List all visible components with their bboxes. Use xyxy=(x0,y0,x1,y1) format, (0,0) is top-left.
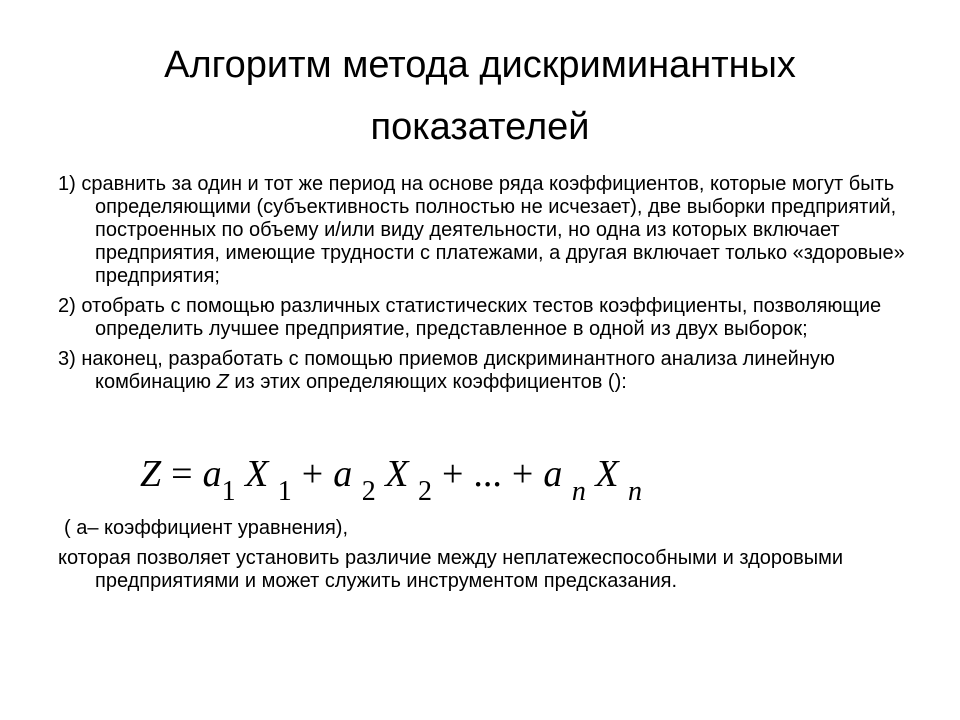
list-item-3 xyxy=(58,348,908,394)
formula-sub-1b: 1 xyxy=(277,476,292,507)
formula-an: a xyxy=(543,453,563,495)
formula-x1: X xyxy=(245,453,269,495)
formula-sub-1: 1 xyxy=(221,476,236,507)
discriminant-formula xyxy=(140,452,900,512)
formula-a1: a xyxy=(202,453,222,495)
formula-sub-n: n xyxy=(571,476,586,507)
formula-a2: a xyxy=(333,453,353,495)
body-text xyxy=(58,173,908,401)
list-item-3-text-after: из этих определяющих коэффициентов (): xyxy=(228,371,627,393)
formula-equals: = xyxy=(171,453,193,495)
formula-ellipsis: ... xyxy=(473,453,502,495)
slide-title xyxy=(60,34,900,158)
conclusion-text: которая позволяет установить различие между неплатежеспособными и здоровыми предприятиями и может служить инструментом предсказания. xyxy=(58,547,844,592)
formula-z: Z xyxy=(140,453,162,495)
list-item-1: 1) сравнить за один и тот же период на основе ряда коэффициентов, которые могут быть определяющими (субъективность полностью не исчезает), две выборки предприятий, построенных по объему и/или виду деятельности, но одна из которых включает предприятия, имеющие трудности с платежами, а другая включает только «здоровые» предприятия; xyxy=(58,173,905,287)
formula-plus-1: + xyxy=(301,453,324,495)
formula-xn: X xyxy=(595,453,619,495)
list-item-3-text-before: 3) наконец, разработать с помощью приемов дискриминантного анализа линейную комбинацию xyxy=(58,348,835,393)
list-item-2: 2) отобрать с помощью различных статистических тестов коэффициенты, позволяющие определить лучшее предприятие, представленное в одной из двух выборок; xyxy=(58,295,882,340)
coefficient-note: ( а– коэффициент уравнения), xyxy=(64,517,348,539)
formula-x2: X xyxy=(385,453,409,495)
formula-plus-2: + xyxy=(441,453,464,495)
formula-sub-2: 2 xyxy=(361,476,376,507)
formula-plus-3: + xyxy=(511,453,534,495)
title-line-2: показателей xyxy=(370,106,590,148)
formula-sub-2b: 2 xyxy=(417,476,432,507)
title-line-1: Алгоритм метода дискриминантных xyxy=(164,44,796,86)
list-item-3-variable: Z xyxy=(216,371,229,393)
formula-sub-nb: n xyxy=(628,476,643,507)
